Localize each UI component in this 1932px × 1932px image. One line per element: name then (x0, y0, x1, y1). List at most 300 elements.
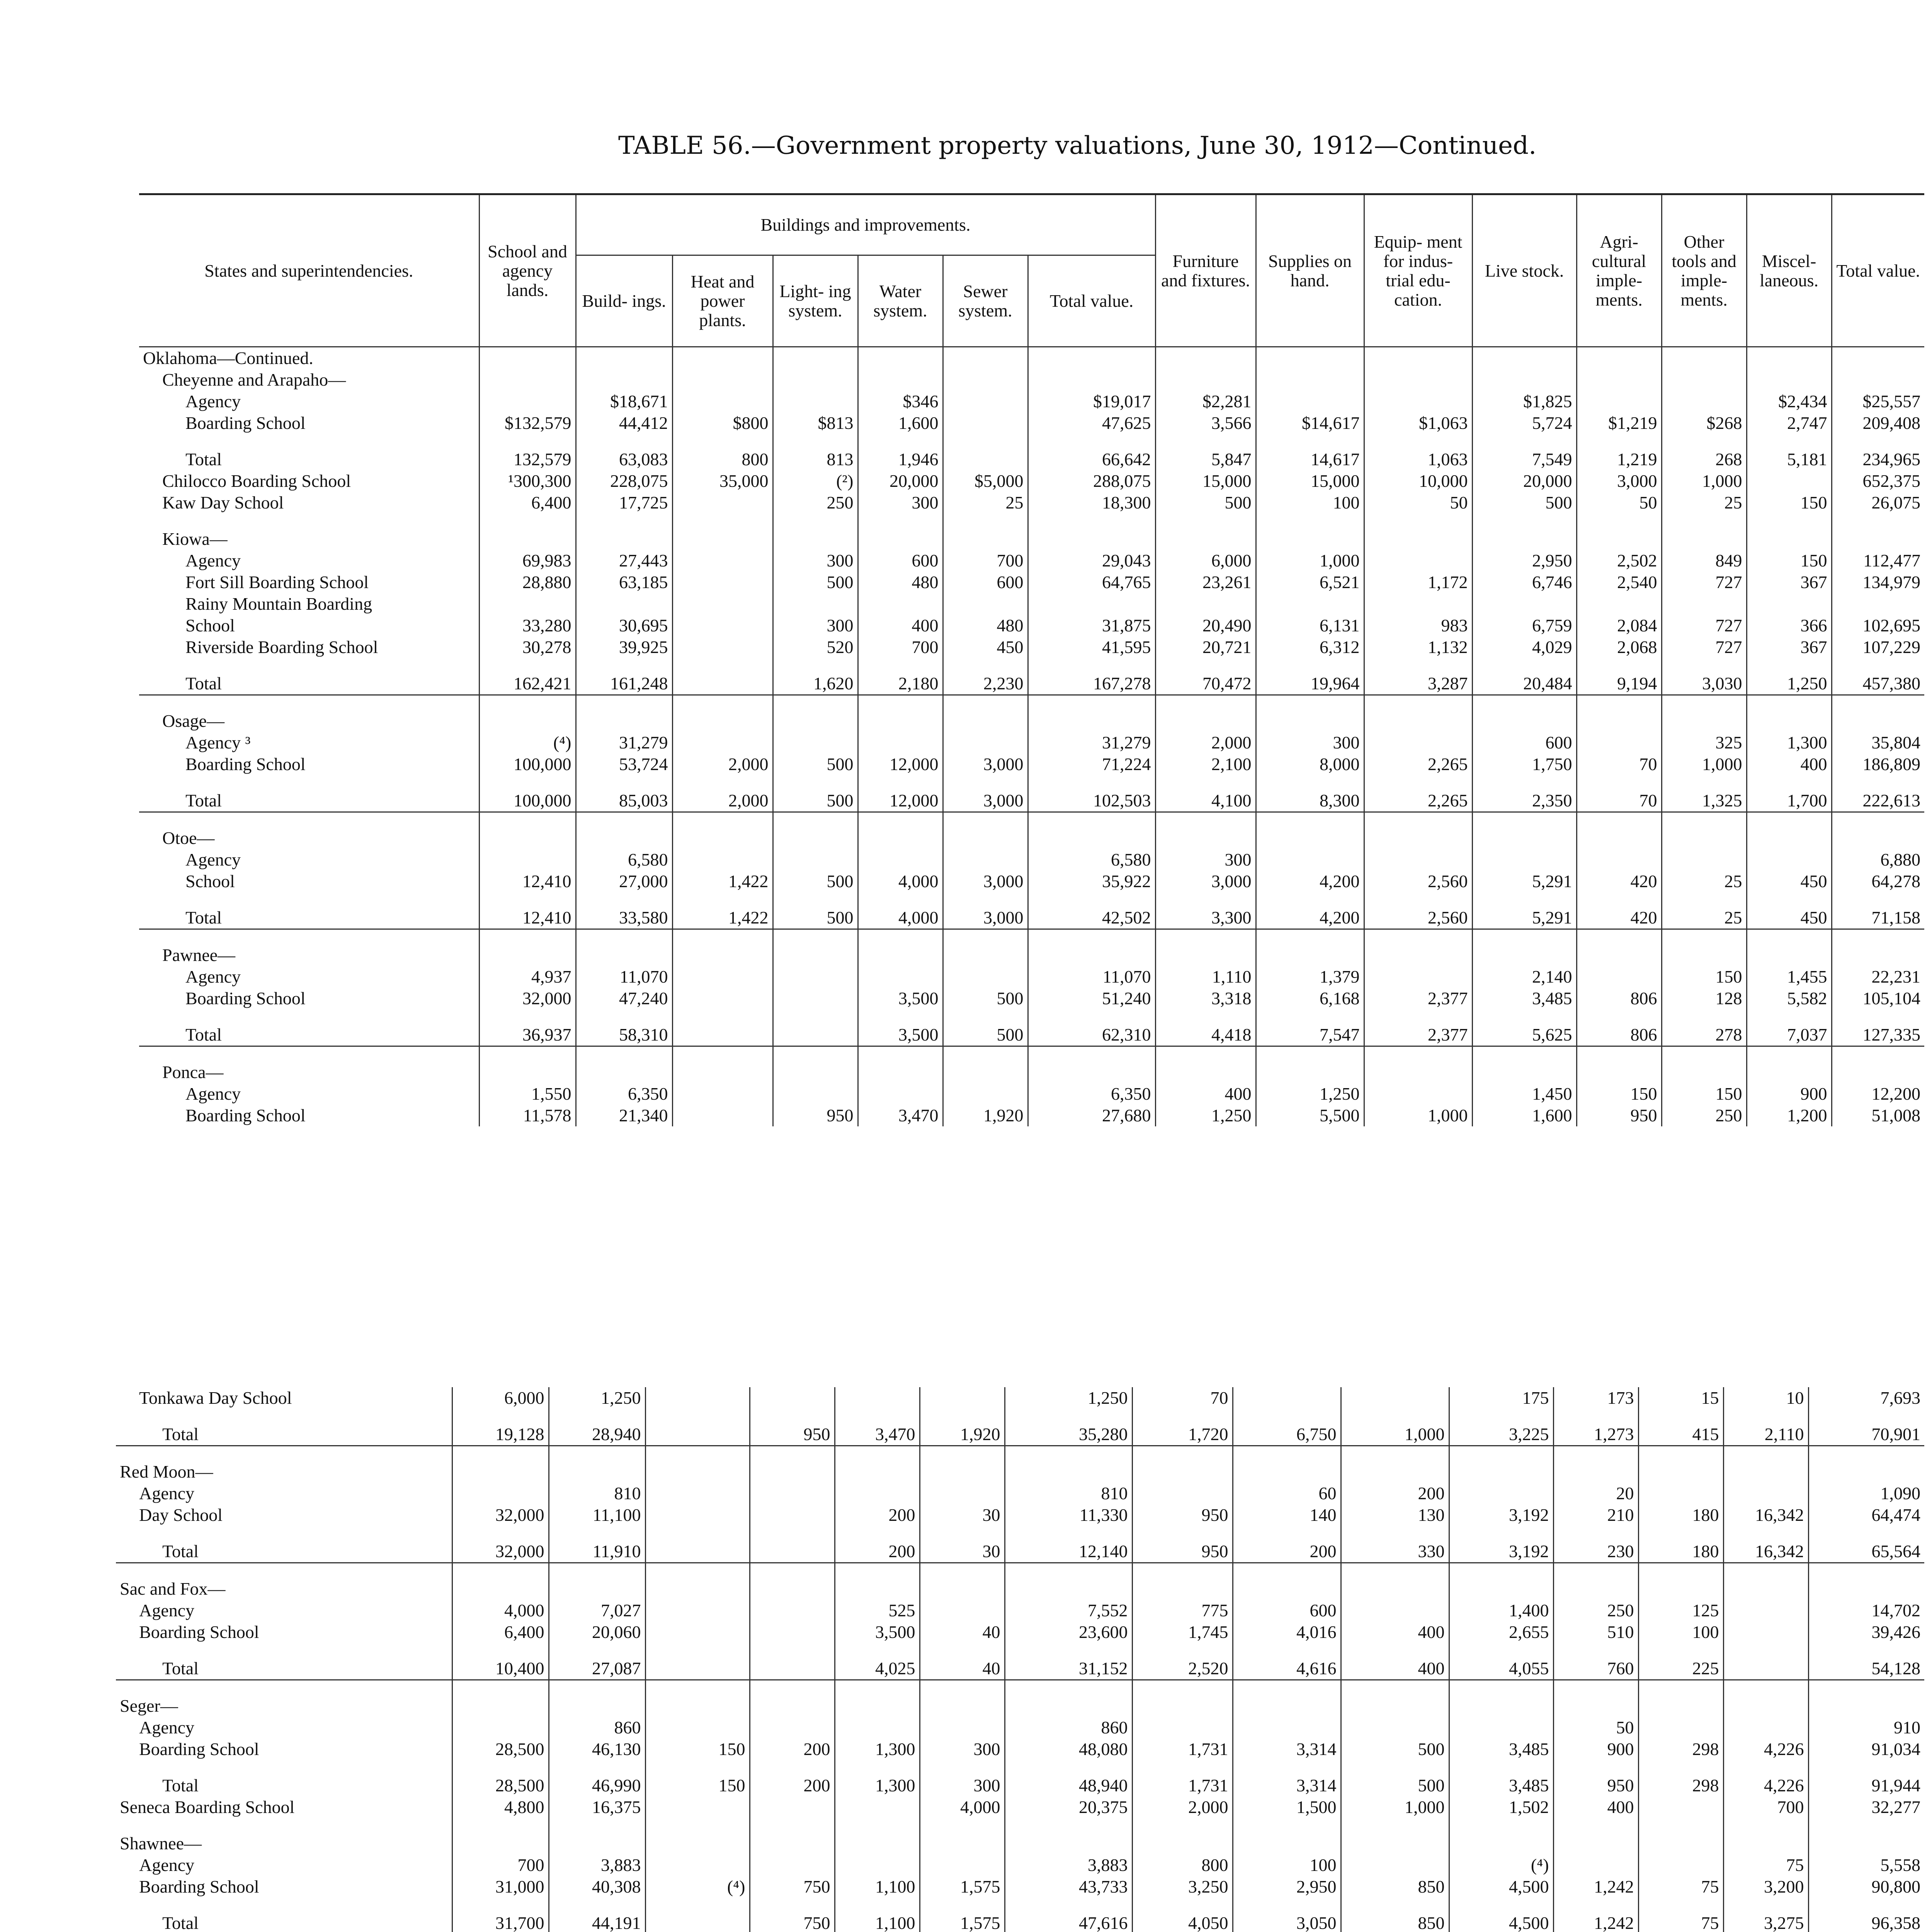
value-cell (1449, 1833, 1553, 1854)
spacer-cell (1256, 892, 1364, 907)
spacer-cell (1638, 1898, 1723, 1912)
value-cell: 700 (858, 636, 943, 658)
spacer-cell (750, 1409, 835, 1423)
value-cell (773, 528, 858, 550)
value-cell: 3,883 (549, 1854, 645, 1876)
value-cell: 4,050 (1132, 1912, 1233, 1932)
spacer-row (116, 1760, 1924, 1775)
spacer-cell (1155, 1009, 1256, 1024)
spacer-cell (943, 775, 1028, 790)
value-cell: 300 (773, 615, 858, 636)
spacer-cell (1132, 1680, 1233, 1696)
value-cell (1553, 1854, 1638, 1876)
value-cell (672, 732, 773, 753)
spacer-cell (1028, 514, 1155, 528)
table-row (139, 1024, 1924, 1046)
value-cell: 3,485 (1472, 988, 1577, 1009)
value-cell: $1,825 (1472, 391, 1577, 412)
spacer-cell (750, 1818, 835, 1833)
spacer-cell (858, 812, 943, 828)
spacer-cell (1747, 812, 1832, 828)
value-cell (835, 1854, 920, 1876)
table-row (139, 673, 1924, 695)
value-cell (479, 944, 576, 966)
value-cell (576, 347, 672, 369)
spacer-cell (116, 1898, 452, 1912)
value-cell: 2,140 (1472, 966, 1577, 988)
header-furniture: Furniture and fixtures. (1155, 194, 1256, 347)
spacer-cell (920, 1563, 1005, 1578)
value-cell (452, 1461, 549, 1483)
value-cell: 63,185 (576, 571, 672, 593)
table-title: TABLE 56.—Government property valuations, June 30, 1912—Continued. (618, 131, 1537, 160)
value-cell (1132, 1717, 1233, 1738)
spacer-cell (139, 812, 479, 828)
spacer-row (139, 812, 1924, 828)
value-cell: 31,152 (1005, 1658, 1132, 1680)
row-label: School (185, 616, 235, 635)
value-cell: 36,937 (479, 1024, 576, 1046)
row-label: Agency (185, 850, 241, 869)
spacer-cell (1449, 1526, 1553, 1541)
row-label: Total (139, 907, 479, 929)
spacer-cell (645, 1409, 750, 1423)
value-cell: 105,104 (1832, 988, 1924, 1009)
value-cell (1808, 1833, 1924, 1854)
table-row (139, 492, 1924, 514)
value-cell: 250 (1553, 1600, 1638, 1621)
value-cell: 3,318 (1155, 988, 1256, 1009)
spacer-cell (549, 1898, 645, 1912)
spacer-cell (452, 1818, 549, 1833)
value-cell: 5,625 (1472, 1024, 1577, 1046)
value-cell: 4,200 (1256, 907, 1364, 929)
value-cell: 3,485 (1449, 1775, 1553, 1796)
value-cell: 173 (1553, 1387, 1638, 1409)
value-cell: 298 (1638, 1738, 1723, 1760)
spacer-cell (576, 929, 672, 945)
value-cell (452, 1578, 549, 1600)
value-cell: 29,043 (1028, 550, 1155, 571)
spacer-cell (1808, 1898, 1924, 1912)
value-cell: 70,901 (1808, 1423, 1924, 1446)
spacer-cell (1364, 892, 1472, 907)
value-cell: 25 (1662, 871, 1747, 892)
spacer-cell (549, 1643, 645, 1658)
value-cell: 186,809 (1832, 753, 1924, 775)
spacer-cell (139, 658, 479, 673)
row-label: Oklahoma—Continued. (143, 348, 313, 368)
spacer-cell (452, 1563, 549, 1578)
value-cell (1233, 1387, 1341, 1409)
value-cell: 102,695 (1832, 615, 1924, 636)
value-cell: 70 (1132, 1387, 1233, 1409)
row-label: Ponca— (162, 1062, 224, 1082)
value-cell: 50 (1364, 492, 1472, 514)
value-cell (645, 1621, 750, 1643)
value-cell (750, 1695, 835, 1717)
row-label: Total (116, 1541, 452, 1563)
spacer-cell (1553, 1409, 1638, 1423)
value-cell (1449, 1578, 1553, 1600)
value-cell: 1,720 (1132, 1423, 1233, 1446)
value-cell: 64,474 (1808, 1504, 1924, 1526)
value-cell: 167,278 (1028, 673, 1155, 695)
table-row (139, 966, 1924, 988)
value-cell: 800 (672, 449, 773, 470)
value-cell: 1,422 (672, 871, 773, 892)
spacer-cell (1662, 695, 1747, 711)
spacer-cell (479, 1046, 576, 1062)
value-cell: 100 (1256, 492, 1364, 514)
value-cell: 4,616 (1233, 1658, 1341, 1680)
spacer-cell (1747, 695, 1832, 711)
value-cell: 91,034 (1808, 1738, 1924, 1760)
spacer-cell (1747, 434, 1832, 449)
spacer-row (116, 1526, 1924, 1541)
table-row (139, 412, 1924, 434)
value-cell: 200 (1233, 1541, 1341, 1563)
value-cell (858, 732, 943, 753)
value-cell: 6,350 (1028, 1083, 1155, 1105)
value-cell (943, 827, 1028, 849)
row-label: Boarding School (185, 413, 306, 433)
value-cell: 7,547 (1256, 1024, 1364, 1046)
spacer-cell (773, 892, 858, 907)
value-cell (1472, 849, 1577, 871)
row-label: Riverside Boarding School (185, 637, 378, 657)
spacer-cell (116, 1680, 452, 1696)
value-cell (1472, 827, 1577, 849)
row-label: Total (139, 1024, 479, 1046)
value-cell: 600 (1472, 732, 1577, 753)
spacer-cell (943, 434, 1028, 449)
value-cell (1341, 1717, 1449, 1738)
spacer-cell (1341, 1563, 1449, 1578)
value-cell (1577, 966, 1662, 988)
value-cell (1662, 391, 1747, 412)
spacer-row (116, 1898, 1924, 1912)
spacer-cell (1364, 812, 1472, 828)
value-cell: 1,300 (1747, 732, 1832, 753)
value-cell (1577, 827, 1662, 849)
value-cell (943, 528, 1028, 550)
value-cell: 2,068 (1577, 636, 1662, 658)
value-cell (576, 710, 672, 732)
header-lighting: Light- ing system. (773, 255, 858, 347)
value-cell (1747, 470, 1832, 492)
value-cell: 2,560 (1364, 907, 1472, 929)
value-cell: 28,500 (452, 1738, 549, 1760)
value-cell (920, 1483, 1005, 1504)
value-cell: 860 (549, 1717, 645, 1738)
spacer-cell (1364, 514, 1472, 528)
spacer-row (139, 892, 1924, 907)
spacer-cell (1638, 1818, 1723, 1833)
value-cell: (⁴) (645, 1876, 750, 1898)
value-cell: 32,277 (1808, 1796, 1924, 1818)
value-cell (479, 1061, 576, 1083)
spacer-cell (1449, 1643, 1553, 1658)
spacer-cell (1723, 1898, 1808, 1912)
value-cell (773, 944, 858, 966)
value-cell (1028, 1061, 1155, 1083)
value-cell: 107,229 (1832, 636, 1924, 658)
spacer-cell (1005, 1409, 1132, 1423)
table-row (116, 1461, 1924, 1483)
value-cell (672, 550, 773, 571)
value-cell (1638, 1854, 1723, 1876)
value-cell: 15 (1638, 1387, 1723, 1409)
value-cell: 8,300 (1256, 790, 1364, 812)
value-cell (479, 391, 576, 412)
value-cell (943, 391, 1028, 412)
spacer-cell (773, 434, 858, 449)
value-cell: 3,225 (1449, 1423, 1553, 1446)
spacer-cell (1808, 1818, 1924, 1833)
header-buildings: Build- ings. (576, 255, 672, 347)
value-cell (1472, 710, 1577, 732)
spacer-cell (1747, 775, 1832, 790)
value-cell: 652,375 (1832, 470, 1924, 492)
header-tools: Other tools and imple- ments. (1662, 194, 1747, 347)
row-label: Tonkawa Day School (139, 1388, 292, 1408)
value-cell: 2,350 (1472, 790, 1577, 812)
spacer-cell (1341, 1818, 1449, 1833)
value-cell (1662, 528, 1747, 550)
spacer-cell (943, 929, 1028, 945)
spacer-cell (576, 812, 672, 828)
value-cell (835, 1578, 920, 1600)
value-cell: 7,037 (1747, 1024, 1832, 1046)
table-row (116, 1483, 1924, 1504)
value-cell (1472, 944, 1577, 966)
spacer-cell (1553, 1446, 1638, 1461)
value-cell: 1,920 (920, 1423, 1005, 1446)
spacer-cell (1132, 1898, 1233, 1912)
table-row (116, 1833, 1924, 1854)
table-row (116, 1695, 1924, 1717)
value-cell (1747, 849, 1832, 871)
value-cell: 5,558 (1808, 1854, 1924, 1876)
spacer-cell (1233, 1760, 1341, 1775)
spacer-cell (1553, 1563, 1638, 1578)
value-cell (672, 966, 773, 988)
table-row (116, 1621, 1924, 1643)
value-cell (1638, 1833, 1723, 1854)
value-cell: 700 (1723, 1796, 1808, 1818)
spacer-cell (1747, 1009, 1832, 1024)
value-cell: 1,300 (835, 1738, 920, 1760)
value-cell (452, 1695, 549, 1717)
value-cell: 150 (1662, 966, 1747, 988)
value-cell: 35,804 (1832, 732, 1924, 753)
value-cell: 2,520 (1132, 1658, 1233, 1680)
value-cell: 200 (750, 1775, 835, 1796)
value-cell: 3,250 (1132, 1876, 1233, 1898)
value-cell (1364, 710, 1472, 732)
value-cell: 4,000 (452, 1600, 549, 1621)
header-sewer: Sewer system. (943, 255, 1028, 347)
table-row (139, 988, 1924, 1009)
value-cell (1256, 1061, 1364, 1083)
value-cell: 420 (1577, 871, 1662, 892)
spacer-cell (479, 514, 576, 528)
value-cell (452, 1483, 549, 1504)
value-cell: 300 (920, 1738, 1005, 1760)
header-heat: Heat and power plants. (672, 255, 773, 347)
spacer-cell (1832, 929, 1924, 945)
value-cell (1364, 391, 1472, 412)
table-row (116, 1541, 1924, 1563)
value-cell: 3,500 (858, 988, 943, 1009)
value-cell: 125 (1638, 1600, 1723, 1621)
value-cell: 950 (1132, 1504, 1233, 1526)
spacer-cell (1577, 695, 1662, 711)
spacer-cell (1256, 775, 1364, 790)
value-cell (1638, 1461, 1723, 1483)
value-cell: 20,375 (1005, 1796, 1132, 1818)
spacer-cell (1832, 514, 1924, 528)
value-cell (1028, 593, 1155, 615)
spacer-cell (116, 1446, 452, 1461)
value-cell: 500 (773, 571, 858, 593)
value-cell (1553, 1833, 1638, 1854)
value-cell (1662, 710, 1747, 732)
value-cell (672, 1061, 773, 1083)
spacer-cell (1808, 1563, 1924, 1578)
value-cell (1638, 1717, 1723, 1738)
value-cell (1723, 1483, 1808, 1504)
value-cell: 1,620 (773, 673, 858, 695)
spacer-cell (858, 892, 943, 907)
value-cell: 31,700 (452, 1912, 549, 1932)
value-cell: 20,484 (1472, 673, 1577, 695)
value-cell (672, 710, 773, 732)
spacer-cell (1233, 1643, 1341, 1658)
value-cell: 7,027 (549, 1600, 645, 1621)
spacer-cell (1005, 1760, 1132, 1775)
value-cell: 1,250 (1747, 673, 1832, 695)
value-cell: 6,312 (1256, 636, 1364, 658)
value-cell (1472, 528, 1577, 550)
value-cell: 112,477 (1832, 550, 1924, 571)
value-cell: 3,030 (1662, 673, 1747, 695)
value-cell: 2,084 (1577, 615, 1662, 636)
value-cell: 950 (750, 1423, 835, 1446)
value-cell: 850 (1341, 1876, 1449, 1898)
spacer-cell (1364, 695, 1472, 711)
table-row (116, 1796, 1924, 1818)
spacer-cell (835, 1760, 920, 1775)
spacer-cell (1449, 1760, 1553, 1775)
value-cell: 65,564 (1808, 1541, 1924, 1563)
row-label: Total (139, 790, 479, 812)
value-cell: 210 (1553, 1504, 1638, 1526)
value-cell (1233, 1695, 1341, 1717)
value-cell: 54,128 (1808, 1658, 1924, 1680)
row-label: Agency (185, 1084, 241, 1104)
value-cell: 2,180 (858, 673, 943, 695)
row-label: Boarding School (139, 1877, 259, 1896)
table-row (139, 449, 1924, 470)
value-cell: 400 (1155, 1083, 1256, 1105)
value-cell (1028, 528, 1155, 550)
value-cell: 39,925 (576, 636, 672, 658)
spacer-cell (1553, 1760, 1638, 1775)
value-cell: 47,625 (1028, 412, 1155, 434)
value-cell: 6,350 (576, 1083, 672, 1105)
spacer-cell (835, 1680, 920, 1696)
value-cell: 62,310 (1028, 1024, 1155, 1046)
value-cell (750, 1854, 835, 1876)
value-cell: 16,375 (549, 1796, 645, 1818)
value-cell (1256, 827, 1364, 849)
spacer-cell (576, 1046, 672, 1062)
spacer-cell (858, 929, 943, 945)
value-cell: 2,000 (672, 790, 773, 812)
value-cell: 3,000 (1577, 470, 1662, 492)
value-cell: 983 (1364, 615, 1472, 636)
value-cell (1341, 1600, 1449, 1621)
row-label: Total (185, 449, 222, 469)
value-cell (835, 1717, 920, 1738)
value-cell: 11,070 (576, 966, 672, 988)
spacer-cell (1005, 1563, 1132, 1578)
value-cell: 10 (1723, 1387, 1808, 1409)
row-label: Boarding School (185, 988, 306, 1008)
value-cell: 500 (943, 1024, 1028, 1046)
spacer-cell (835, 1643, 920, 1658)
value-cell (1233, 1461, 1341, 1483)
spacer-cell (645, 1526, 750, 1541)
value-cell (1155, 593, 1256, 615)
value-cell (1577, 732, 1662, 753)
value-cell: $1,063 (1364, 412, 1472, 434)
value-cell: 860 (1005, 1717, 1132, 1738)
spacer-cell (750, 1446, 835, 1461)
value-cell: 64,765 (1028, 571, 1155, 593)
value-cell (479, 593, 576, 615)
value-cell: 30 (920, 1541, 1005, 1563)
value-cell (1832, 593, 1924, 615)
value-cell: 11,578 (479, 1105, 576, 1126)
value-cell: 70 (1577, 790, 1662, 812)
spacer-cell (1341, 1643, 1449, 1658)
value-cell: 415 (1638, 1423, 1723, 1446)
spacer-cell (920, 1526, 1005, 1541)
value-cell (1747, 528, 1832, 550)
spacer-cell (1723, 1760, 1808, 1775)
value-cell: 19,128 (452, 1423, 549, 1446)
value-cell: 30,278 (479, 636, 576, 658)
value-cell: 2,265 (1364, 753, 1472, 775)
spacer-cell (1553, 1818, 1638, 1833)
row-label: Shawnee— (120, 1833, 202, 1853)
value-cell: 128 (1662, 988, 1747, 1009)
value-cell (1577, 849, 1662, 871)
value-cell (1256, 347, 1364, 369)
spacer-cell (1472, 695, 1577, 711)
value-cell (750, 1621, 835, 1643)
spacer-cell (750, 1680, 835, 1696)
table-row (139, 571, 1924, 593)
value-cell (645, 1504, 750, 1526)
spacer-cell (1028, 658, 1155, 673)
spacer-cell (1256, 1046, 1364, 1062)
table-row (139, 827, 1924, 849)
row-label: Boarding School (185, 754, 306, 774)
